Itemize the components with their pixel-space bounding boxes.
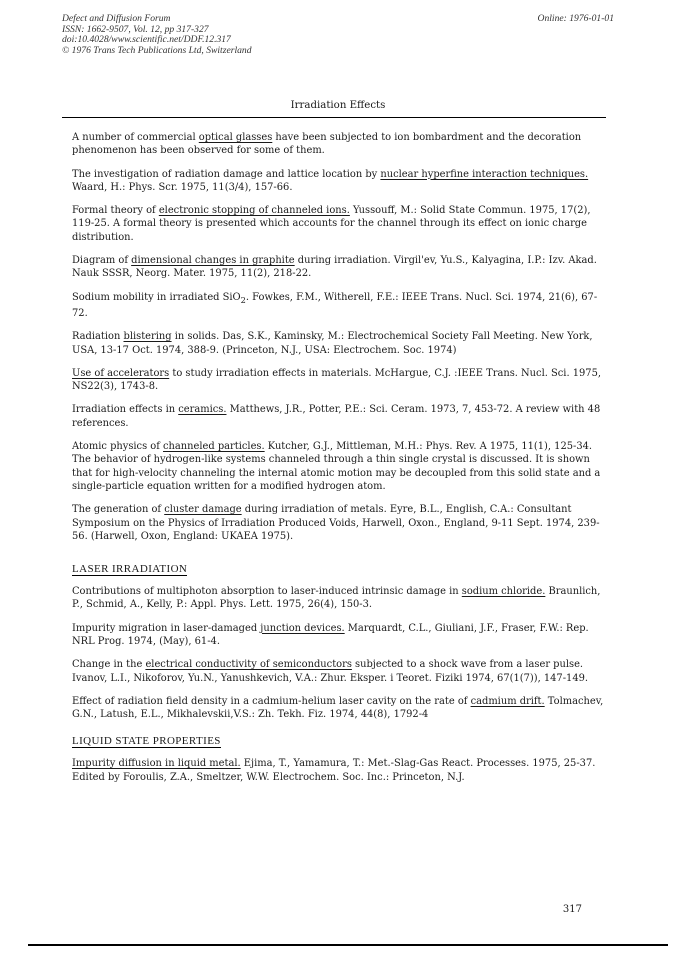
reference-entry	[72, 658, 606, 685]
entry-text: in solids. Das, S.K., Kaminsky, M.: Electrochemical Society Fall Meeting. New York, USA, 13-17 Oct. 1974, 388-9. (Princeton, N.J., USA: Electrochem. Soc. 1974)	[72, 331, 593, 356]
entry-text: Yussouff, M.: Solid State Commun. 1975, 17(2), 119-25. A formal theory is presented which accounts for the channel through its effect on ionic charge distribution.	[72, 205, 591, 243]
reference-entry	[72, 367, 606, 394]
entry-subscript: 2	[240, 294, 246, 305]
entry-keyword: nuclear hyperfine interaction techniques.	[380, 168, 589, 180]
reference-entry	[72, 330, 606, 357]
entry-text: Effect of radiation field density in a cadmium-helium laser cavity on the rate of	[72, 695, 471, 707]
reference-entry	[72, 440, 606, 493]
entry-keyword: Use of accelerators	[72, 367, 170, 379]
entry-text: Contributions of multiphoton absorption to laser-induced intrinsic damage in	[72, 586, 462, 598]
reference-entry	[72, 403, 606, 430]
reference-entry	[72, 585, 606, 612]
entry-text: during irradiation. Virgil'ev, Yu.S., Kalyagina, I.P.: Izv. Akad. Nauk SSSR, Neorg. Mater. 1975, 11(2), 218-22.	[72, 255, 597, 280]
entry-keyword: Impurity diffusion in liquid metal.	[72, 758, 241, 770]
reference-entry	[72, 757, 606, 784]
reference-entry	[72, 695, 606, 722]
entry-keyword: channeled particles.	[163, 441, 265, 453]
entry-keyword: electrical conductivity of semiconductors	[145, 659, 352, 671]
entry-keyword: cadmium drift.	[470, 695, 545, 707]
entry-text: Irradiation effects in	[72, 404, 179, 416]
entry-text: Matthews, J.R., Potter, P.E.: Sci. Ceram. 1973, 7, 453-72. A review with 48 references.	[72, 404, 601, 429]
entry-text: Formal theory of	[72, 205, 159, 217]
entry-text: A number of commercial	[72, 132, 199, 143]
entry-text: Radiation	[72, 331, 124, 343]
journal-issn: ISSN: 1662-9507, Vol. 12, pp 317-327	[62, 23, 209, 35]
reference-entry	[72, 503, 606, 543]
entry-text: Diagram of	[72, 255, 132, 267]
entry-text: The investigation of radiation damage and lattice location by	[72, 168, 381, 180]
entry-keyword: sodium chloride.	[461, 586, 546, 598]
entry-text: . Fowkes, F.M., Witherell, F.E.: IEEE Trans. Nucl. Sci. 1974, 21(6), 67-72.	[72, 291, 598, 319]
reference-entry	[72, 131, 606, 158]
entry-text: Impurity migration in laser-damaged	[72, 622, 261, 634]
page-title: Irradiation Effects	[290, 100, 386, 111]
entry-keyword: optical glasses	[198, 132, 273, 143]
entry-text: subjected to a shock wave from a laser pulse. Ivanov, L.I., Nikoforov, Yu.N., Yanushkevich, V.A.: Zhur. Eksper. i Teoret. Fiziki 1974, 67(1(7)), 147-149.	[72, 659, 589, 684]
journal-header	[62, 14, 614, 56]
page-number: 317	[562, 904, 582, 915]
reference-entry	[72, 204, 606, 244]
reference-entry	[72, 254, 606, 281]
entry-text: Atomic physics of	[72, 441, 164, 453]
journal-name: Defect and Diffusion Forum	[62, 13, 171, 24]
reference-entry	[72, 622, 606, 649]
online-date: Online: 1976-01-01	[537, 13, 614, 24]
entry-text: during irradiation of metals. Eyre, B.L., English, C.A.: Consultant Symposium on the Physics of Irradiation Produced Voids, Harwell, Oxon., England, 9-11 Sept. 1974, 239-56. (Harwell, Oxon, England: UKAEA 1975).	[72, 504, 600, 542]
entry-text: Ejima, T., Yamamura, T.: Met.-Slag-Gas React. Processes. 1975, 25-37. Edited by Foroulis, Z.A., Smeltzer, W.W. Electrochem. Soc. Inc.: Princeton, N.J.	[72, 758, 596, 783]
section-heading-laser: LASER IRRADIATION	[72, 563, 188, 576]
entry-text: to study irradiation effects in materials. McHargue, C.J. :IEEE Trans. Nucl. Sci. 1975, NS22(3), 1743-8.	[72, 367, 602, 393]
entry-keyword: cluster damage	[164, 504, 242, 516]
laser-entries-list	[72, 585, 606, 721]
entry-text: Change in the	[72, 659, 146, 671]
page-body	[72, 131, 606, 794]
journal-copyright: © 1976 Trans Tech Publications Ltd, Switzerland	[62, 44, 252, 56]
entry-text: have been subjected to ion bombardment and the decoration phenomenon has been observed for some of them.	[72, 132, 582, 157]
journal-doi: doi:10.4028/www.scientific.net/DDF.12.317	[62, 34, 231, 45]
liquid-entries-list	[72, 757, 606, 784]
entry-text: Braunlich, P., Schmid, A., Kelly, P.: Appl. Phys. Lett. 1975, 26(4), 150-3.	[72, 586, 601, 611]
title-rule	[62, 117, 606, 118]
entry-text: Marquardt, C.L., Giuliani, J.F., Fraser, F.W.: Rep. NRL Prog. 1974, (May), 61-4.	[72, 622, 589, 647]
entry-text: Tolmachev, G.N., Latush, E.L., Mikhalevskii,V.S.: Zh. Tekh. Fiz. 1974, 44(8), 1792-4	[72, 695, 604, 721]
entries-list	[72, 131, 606, 543]
entry-keyword: dimensional changes in graphite	[131, 255, 295, 267]
footer-rule	[28, 944, 668, 946]
entry-text: Kutcher, G.J., Mittleman, M.H.: Phys. Rev. A 1975, 11(1), 125-34. The behavior of hydrogen-like systems channeled through a thin single crystal is discussed. It is shown that for high-velocity channeling the internal atomic motion may be decoupled from this solid state and a single-particle equation written for a modified hydrogen atom.	[72, 441, 601, 492]
entry-text: Sodium mobility in irradiated SiO	[72, 291, 241, 303]
section-heading-liquid: LIQUID STATE PROPERTIES	[72, 735, 221, 748]
entry-text: The generation of	[72, 504, 165, 516]
reference-entry	[72, 291, 606, 321]
entry-keyword: ceramics.	[178, 404, 227, 416]
entry-keyword: blistering	[123, 331, 172, 343]
entry-text: Waard, H.: Phys. Scr. 1975, 11(3/4), 157-66.	[72, 181, 293, 193]
reference-entry	[72, 168, 606, 195]
entry-keyword: junction devices.	[260, 622, 345, 634]
entry-keyword: electronic stopping of channeled ions.	[158, 205, 350, 217]
